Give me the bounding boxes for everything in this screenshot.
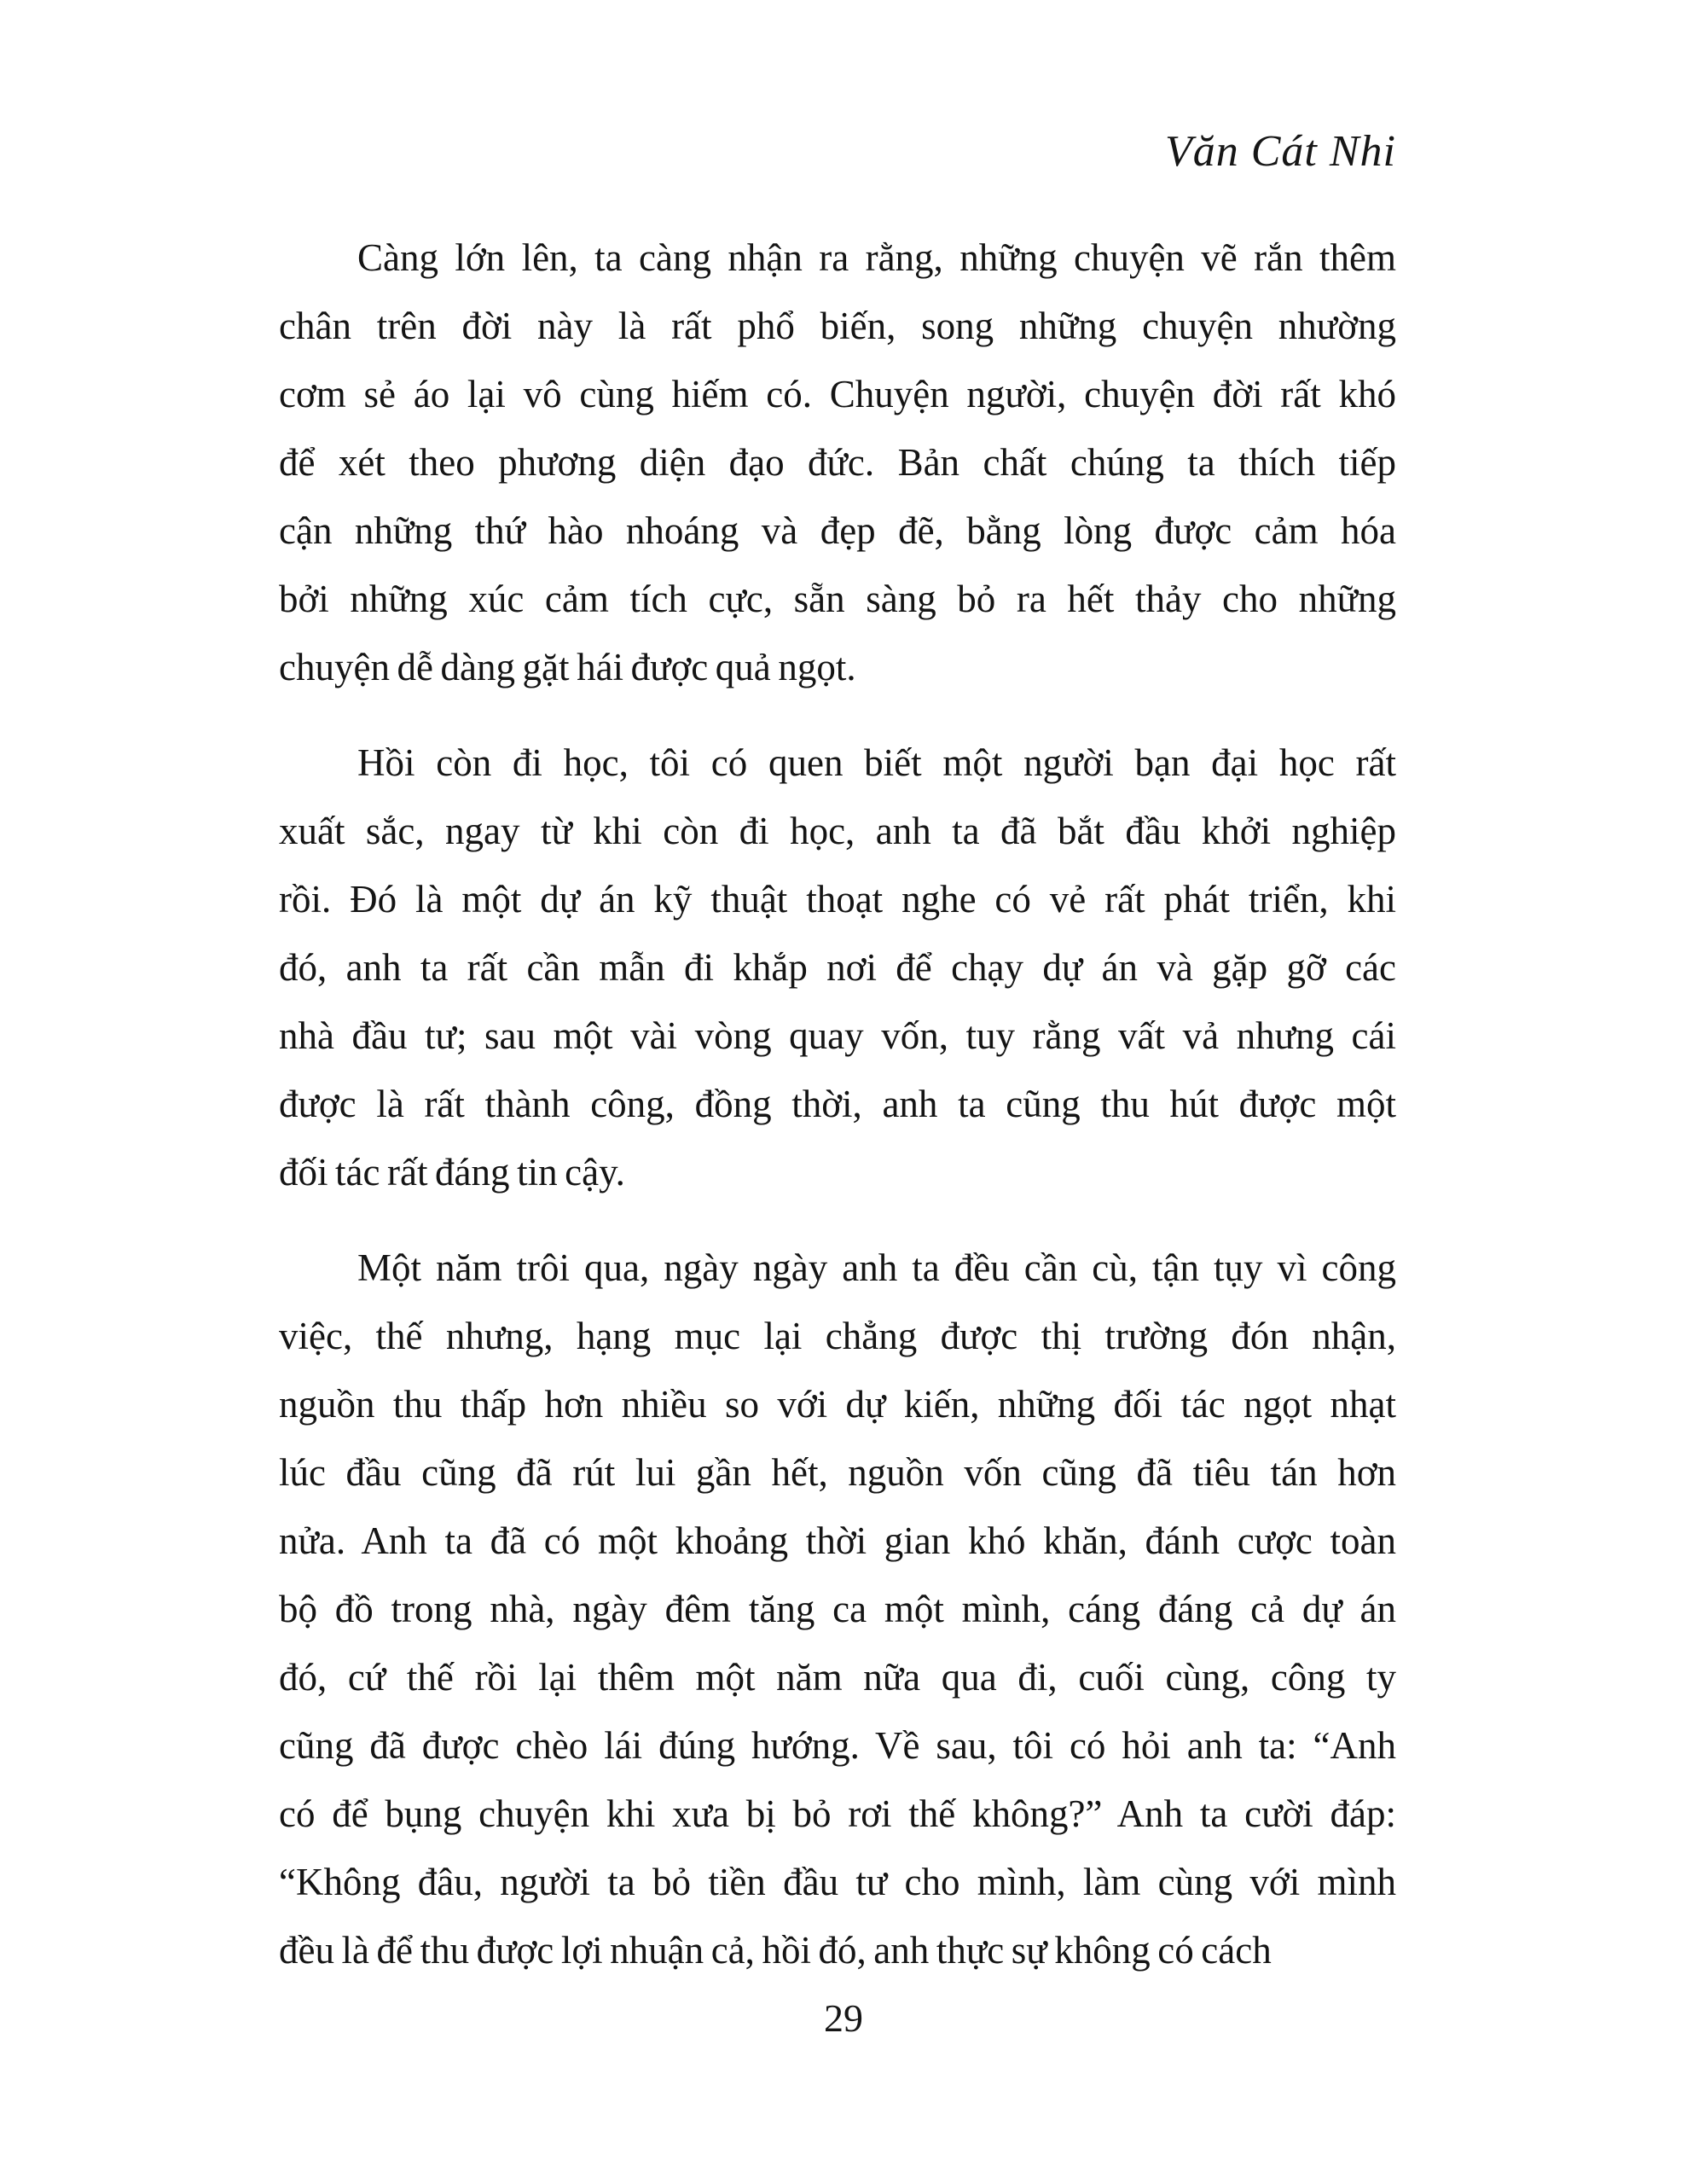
paragraph bbox=[279, 729, 1396, 1206]
text-line: cơm sẻ áo lại vô cùng hiếm có. Chuyện người, chuyện đời rất khó bbox=[279, 373, 1396, 415]
text-line: việc, thế nhưng, hạng mục lại chẳng được thị trường đón nhận, bbox=[279, 1315, 1396, 1357]
text-line: đó, cứ thế rồi lại thêm một năm nữa qua đi, cuối cùng, công ty bbox=[279, 1656, 1396, 1699]
page-body bbox=[279, 224, 1396, 1984]
page-number: 29 bbox=[824, 1996, 863, 2040]
text-line: cũng đã được chèo lái đúng hướng. Về sau, tôi có hỏi anh ta: “Anh bbox=[279, 1724, 1396, 1767]
text-line: rồi. Đó là một dự án kỹ thuật thoạt nghe có vẻ rất phát triển, khi bbox=[279, 878, 1396, 921]
text-line: để xét theo phương diện đạo đức. Bản chất chúng ta thích tiếp bbox=[279, 441, 1396, 484]
text-line: có để bụng chuyện khi xưa bị bỏ rơi thế không?” Anh ta cười đáp: bbox=[279, 1792, 1396, 1835]
paragraph bbox=[279, 1234, 1396, 1984]
text-line: chuyện dễ dàng gặt hái được quả ngọt. bbox=[279, 646, 856, 688]
text-line: “Không đâu, người ta bỏ tiền đầu tư cho mình, làm cùng với mình bbox=[279, 1861, 1396, 1903]
text-line: đối tác rất đáng tin cậy. bbox=[279, 1151, 625, 1194]
text-line: cận những thứ hào nhoáng và đẹp đẽ, bằng lòng được cảm hóa bbox=[279, 509, 1396, 552]
text-line: nguồn thu thấp hơn nhiều so với dự kiến, những đối tác ngọt nhạt bbox=[279, 1383, 1396, 1426]
text-line: chân trên đời này là rất phổ biến, song những chuyện nhường bbox=[279, 305, 1396, 347]
text-line: Hồi còn đi học, tôi có quen biết một người bạn đại học rất bbox=[357, 741, 1396, 784]
text-line: bởi những xúc cảm tích cực, sẵn sàng bỏ ra hết thảy cho những bbox=[279, 578, 1396, 620]
text-line: xuất sắc, ngay từ khi còn đi học, anh ta đã bắt đầu khởi nghiệp bbox=[279, 810, 1396, 852]
paragraph bbox=[279, 224, 1396, 701]
text-line: nửa. Anh ta đã có một khoảng thời gian khó khăn, đánh cược toàn bbox=[279, 1519, 1396, 1562]
text-line: lúc đầu cũng đã rút lui gần hết, nguồn vốn cũng đã tiêu tán hơn bbox=[279, 1451, 1396, 1494]
text-line: nhà đầu tư; sau một vài vòng quay vốn, tuy rằng vất vả nhưng cái bbox=[279, 1014, 1396, 1057]
text-line: đó, anh ta rất cần mẫn đi khắp nơi để chạy dự án và gặp gỡ các bbox=[279, 946, 1396, 989]
text-line: đều là để thu được lợi nhuận cả, hồi đó, anh thực sự không có cách bbox=[279, 1929, 1272, 1972]
text-line: Một năm trôi qua, ngày ngày anh ta đều cần cù, tận tụy vì công bbox=[357, 1246, 1396, 1289]
text-line: được là rất thành công, đồng thời, anh ta cũng thu hút được một bbox=[279, 1083, 1396, 1125]
text-line: Càng lớn lên, ta càng nhận ra rằng, những chuyện vẽ rắn thêm bbox=[357, 236, 1396, 279]
text-line: bộ đồ trong nhà, ngày đêm tăng ca một mình, cáng đáng cả dự án bbox=[279, 1588, 1396, 1630]
running-header-author: Văn Cát Nhi bbox=[1164, 127, 1396, 176]
